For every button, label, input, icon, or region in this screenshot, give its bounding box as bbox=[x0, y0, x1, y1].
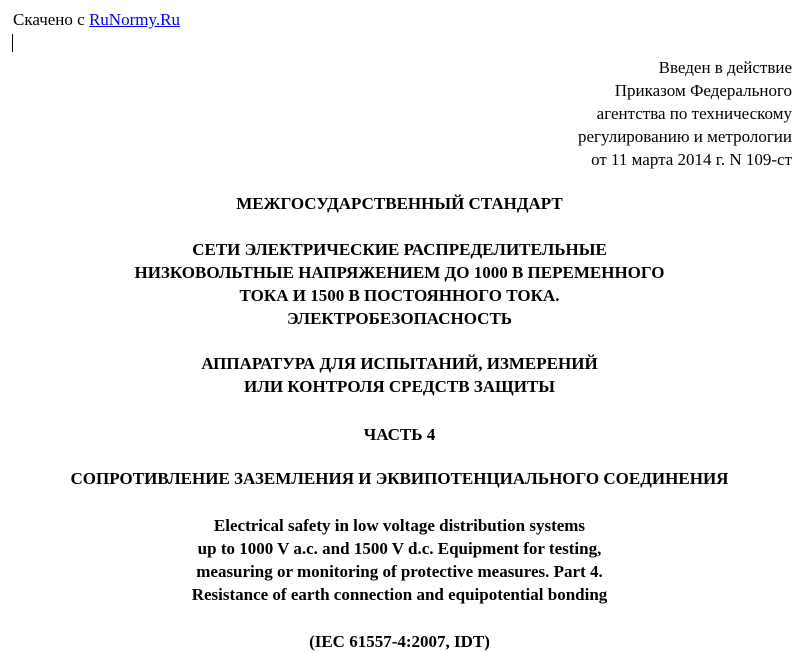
text-cursor bbox=[12, 34, 13, 52]
part-heading bbox=[0, 423, 799, 446]
approval-line: регулированию и метрологии bbox=[577, 127, 792, 146]
approval-line: от 11 марта 2014 г. N 109-ст bbox=[591, 150, 792, 169]
title-line: ЭЛЕКТРОБЕЗОПАСНОСТЬ bbox=[286, 309, 513, 328]
title-line: СЕТИ ЭЛЕКТРИЧЕСКИЕ РАСПРЕДЕЛИТЕЛЬНЫЕ bbox=[192, 240, 607, 259]
english-title-line: up to 1000 V a.c. and 1500 V d.c. Equipment for testing, bbox=[197, 539, 602, 558]
download-prefix: Скачено с bbox=[13, 10, 89, 29]
standard-subtitle bbox=[0, 352, 799, 398]
title-line: ТОКА И 1500 В ПОСТОЯННОГО ТОКА. bbox=[239, 286, 560, 305]
approval-line: агентства по техническому bbox=[596, 104, 792, 123]
part-title-heading bbox=[0, 467, 799, 490]
download-source-line bbox=[13, 9, 180, 31]
runormy-link[interactable]: RuNormy.Ru bbox=[88, 10, 180, 29]
part-title: СОПРОТИВЛЕНИЕ ЗАЗЕМЛЕНИЯ И ЭКВИПОТЕНЦИАЛЬНОГО СОЕДИНЕНИЯ bbox=[70, 469, 729, 488]
english-title-line: Resistance of earth connection and equipotential bonding bbox=[191, 585, 608, 604]
english-title-line: Electrical safety in low voltage distribution systems bbox=[213, 516, 586, 535]
approval-line: Приказом Федерального bbox=[614, 81, 792, 100]
english-title bbox=[0, 514, 799, 606]
approval-block bbox=[578, 56, 792, 171]
standard-type-heading bbox=[0, 192, 799, 215]
iec-reference-text: (IEC 61557-4:2007, IDT) bbox=[309, 632, 490, 651]
subtitle-line: ИЛИ КОНТРОЛЯ СРЕДСТВ ЗАЩИТЫ bbox=[244, 377, 555, 396]
standard-title bbox=[0, 238, 799, 330]
subtitle-line: АППАРАТУРА ДЛЯ ИСПЫТАНИЙ, ИЗМЕРЕНИЙ bbox=[201, 354, 598, 373]
part-number: ЧАСТЬ 4 bbox=[363, 425, 436, 444]
title-line: НИЗКОВОЛЬТНЫЕ НАПРЯЖЕНИЕМ ДО 1000 В ПЕРЕМЕННОГО bbox=[134, 263, 665, 282]
english-title-line: measuring or monitoring of protective measures. Part 4. bbox=[196, 562, 603, 581]
approval-line: Введен в действие bbox=[658, 58, 792, 77]
standard-type: МЕЖГОСУДАРСТВЕННЫЙ СТАНДАРТ bbox=[236, 194, 563, 213]
